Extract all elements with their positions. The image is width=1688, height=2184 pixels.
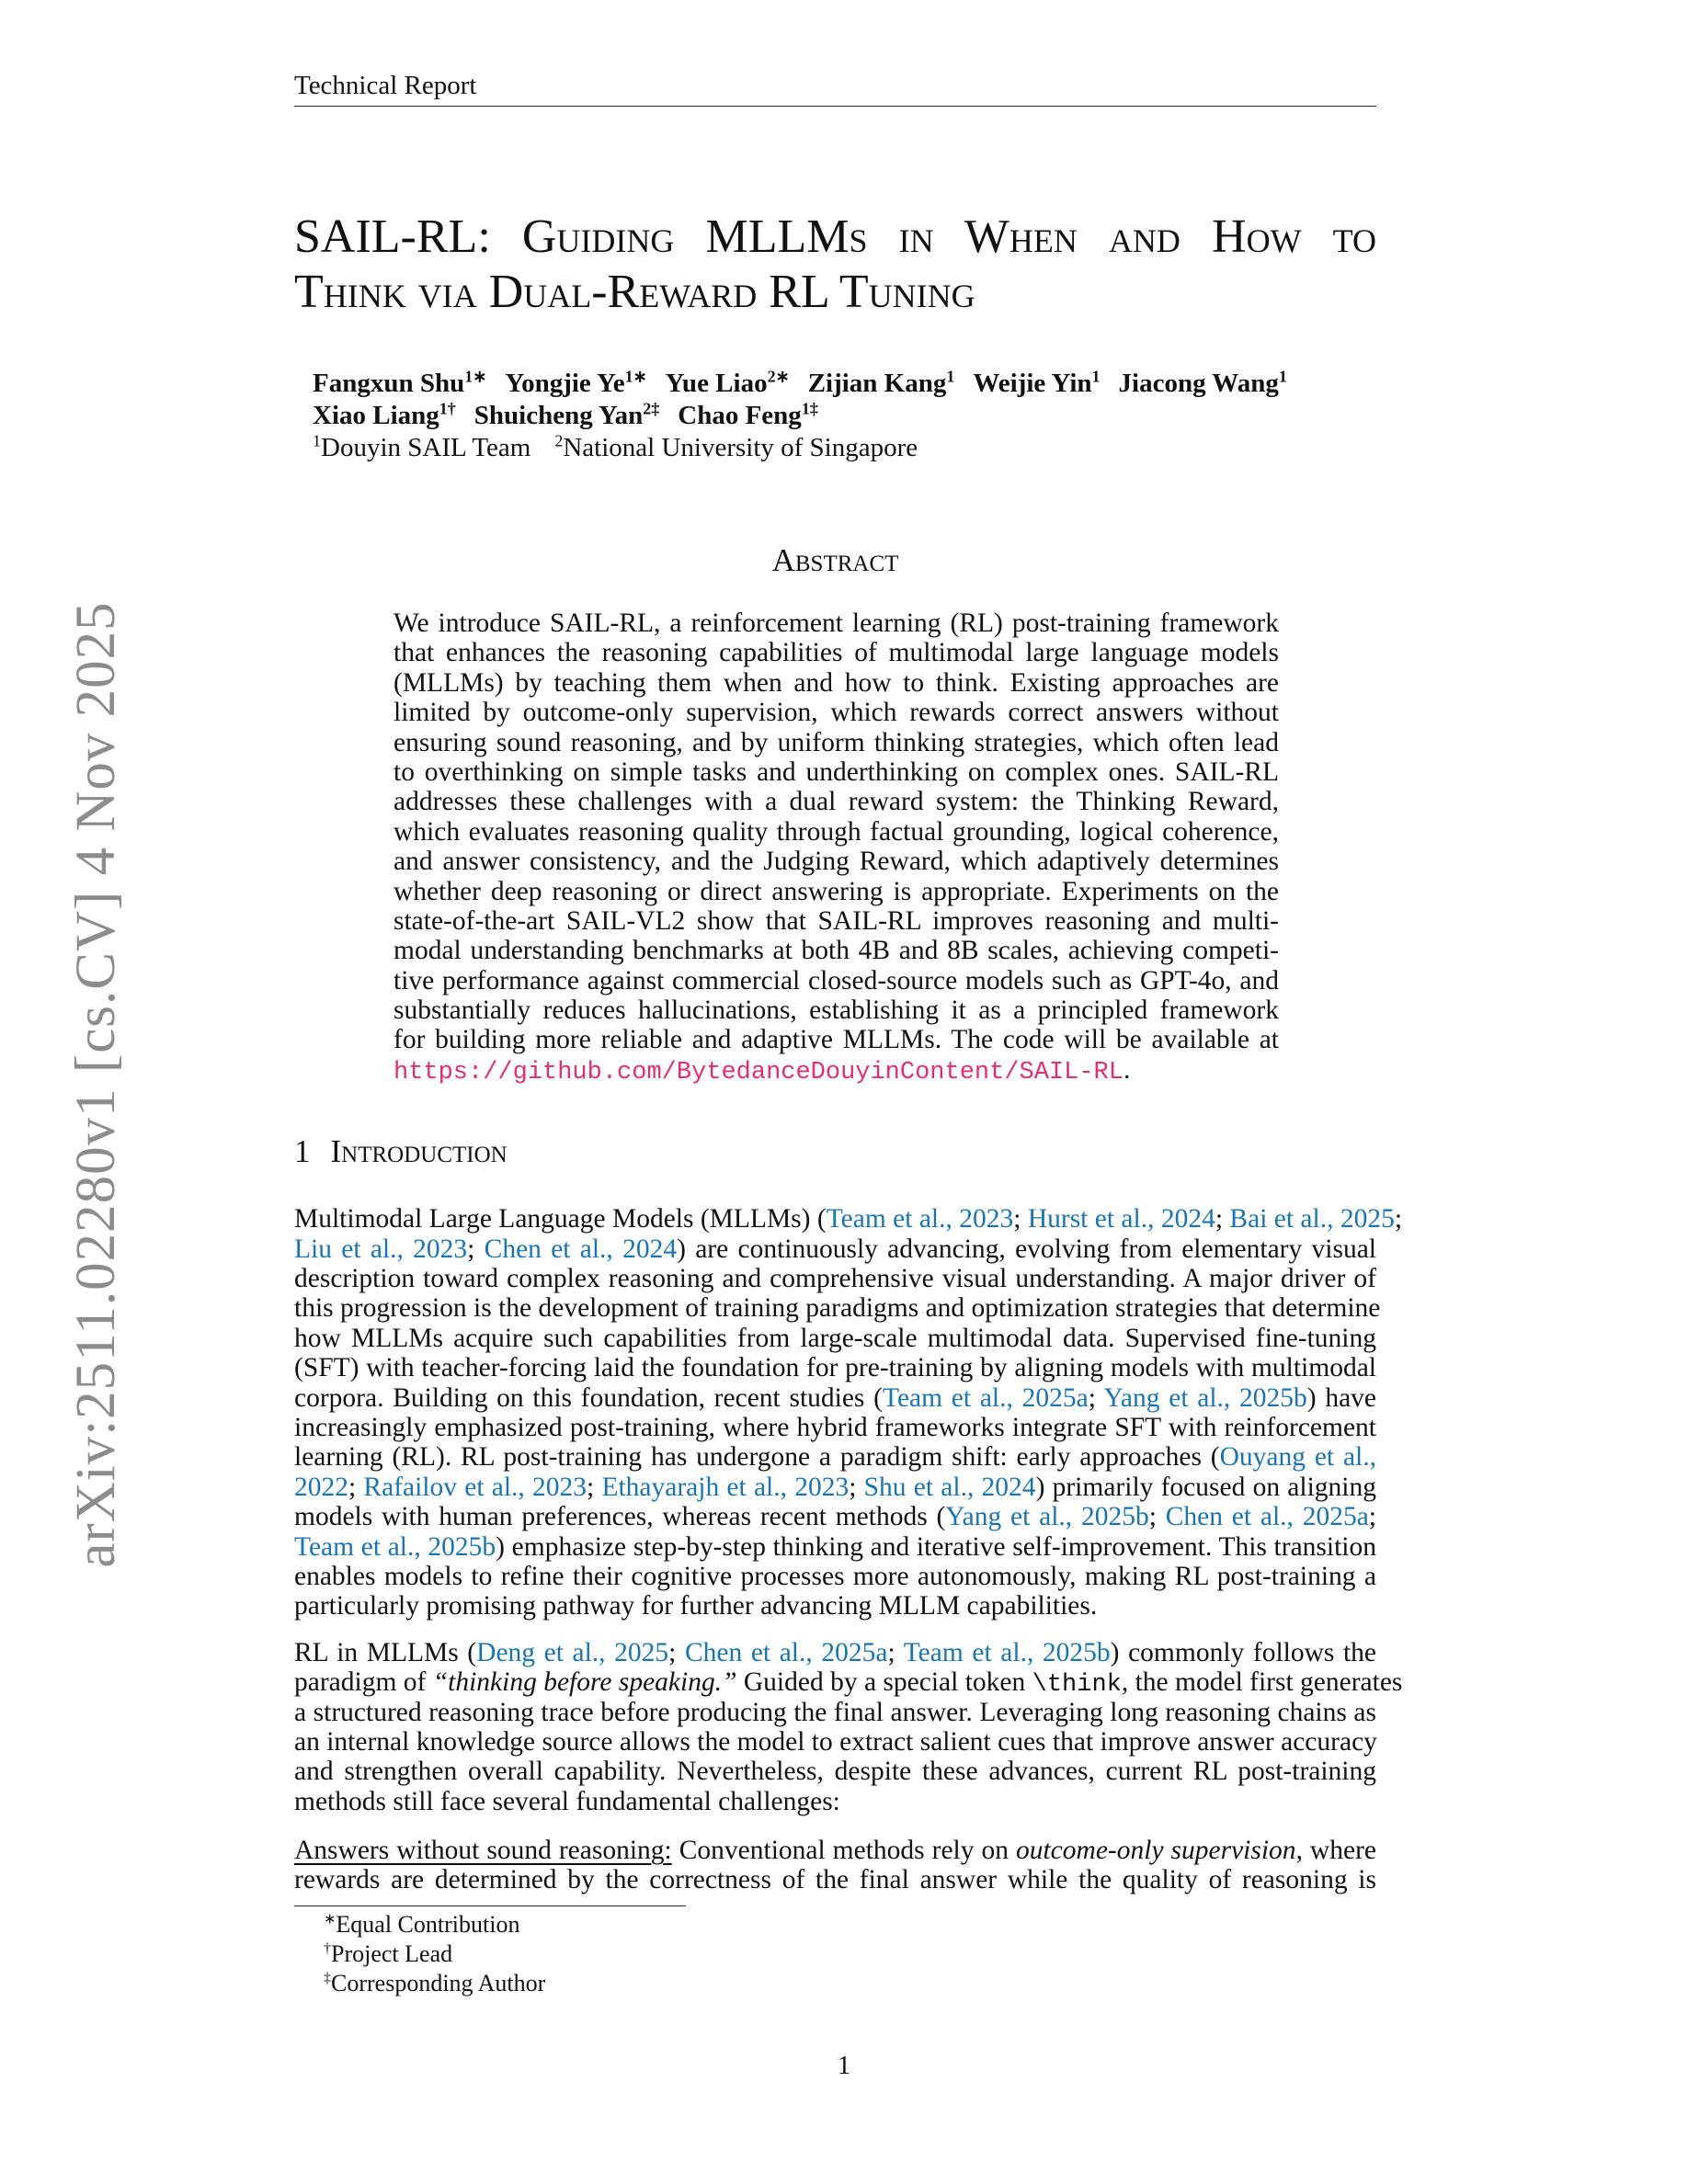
intro-paragraph-2 (294, 1637, 1403, 1816)
citation-link[interactable]: Yang et al., 2025b (945, 1502, 1149, 1532)
text-line (294, 1836, 1376, 1865)
text-segment: Guided by a special token (736, 1667, 1032, 1698)
text-segment: particularly promising pathway for further advancing MLLM capabilities. (294, 1591, 1098, 1621)
text-line (393, 817, 1279, 847)
page-number: 1 (837, 2051, 851, 2080)
author-mark: 1∗ (464, 367, 487, 386)
text-segment: We introduce SAIL-RL, a reinforcement learning (RL) post-training framework (393, 609, 1279, 638)
citation-link[interactable]: Bai et al., 2025 (1229, 1204, 1395, 1234)
text-segment: rewards are determined by the correctness of the final answer while the quality of reasoning is (294, 1865, 1376, 1895)
footnotes (294, 1910, 1376, 1998)
text-segment: tive performance against commercial closed-source models such as GPT-4o, and (393, 965, 1279, 995)
text-line (294, 1293, 1381, 1324)
section-heading-introduction (294, 1133, 1376, 1170)
citation-link[interactable]: Chen et al., 2025a (1165, 1502, 1369, 1532)
citation-link[interactable]: Chen et al., 2024 (484, 1234, 678, 1264)
text-line (294, 1502, 1376, 1531)
author (678, 401, 818, 430)
text-segment: state-of-the-art SAIL-VL2 show that SAIL-RL improves reasoning and multi- (393, 905, 1279, 936)
text-segment: to overthinking on simple tasks and underthinking on complex ones. SAIL-RL (393, 756, 1279, 787)
affiliation (554, 433, 918, 462)
text-segment: ; (1368, 1502, 1376, 1532)
text-segment: (MLLMs) by teaching them when and how to think. Existing approaches are (393, 667, 1279, 698)
text-segment: ; (849, 1472, 864, 1502)
author-mark: 1∗ (624, 367, 647, 386)
text-segment: how MLLMs acquire such capabilities from large-scale multimodal data. Supervised fine-tuning (294, 1323, 1376, 1353)
author (1119, 369, 1287, 398)
citation-link[interactable]: Team et al., 2025a (882, 1382, 1089, 1413)
text-line (294, 1787, 1376, 1816)
footnote-mark: ∗ (324, 1911, 336, 1928)
author-mark: 1 (1091, 367, 1101, 386)
text-segment: ; (348, 1472, 364, 1502)
text-segment: substantially reduces hallucinations, establishing it as a principled framework (393, 995, 1279, 1026)
text-line (393, 995, 1279, 1025)
page-body (294, 210, 1403, 1998)
text-segment: a structured reasoning trace before producing the final answer. Leveraging long reasoning chains as (294, 1697, 1376, 1727)
author (505, 369, 646, 398)
abstract-heading: Abstract (771, 542, 899, 578)
citation-link[interactable]: Team et al., 2025b (903, 1637, 1111, 1667)
footnote-mark: † (324, 1940, 331, 1957)
author (973, 369, 1100, 398)
citation-link[interactable]: 2022 (294, 1472, 348, 1502)
text-line (393, 906, 1279, 936)
text-line (294, 1698, 1376, 1727)
text-line (294, 1353, 1376, 1382)
running-header: Technical Report (294, 71, 477, 100)
citation-link[interactable]: Ethayarajh et al., 2023 (601, 1472, 850, 1502)
text-line (393, 668, 1279, 698)
text-segment: learning (RL). RL post-training has undergone a paradigm shift: early approaches ( (294, 1442, 1220, 1473)
text-line (294, 1204, 1403, 1234)
challenge-label: Answers without sound reasoning: (294, 1836, 672, 1866)
text-segment: corpora. Building on this foundation, recent studies ( (294, 1382, 883, 1413)
text-segment: and strengthen overall capability. Nevertheless, despite these advances, current RL post-training (294, 1757, 1376, 1787)
affiliation-mark: 1 (313, 431, 321, 450)
text-line (294, 1383, 1376, 1413)
text-segment: modal understanding benchmarks at both 4B and 8B scales, achieving competi- (393, 936, 1279, 966)
text-line (294, 1234, 1376, 1264)
text-line (393, 728, 1279, 757)
emphasis-text: outcome-only supervision (1015, 1836, 1296, 1866)
text-segment: ; (1088, 1382, 1104, 1413)
text-segment: Multimodal Large Language Models (MLLMs) ( (294, 1204, 827, 1234)
author-name: Yue Liao (665, 369, 768, 398)
author-mark: 1 (946, 367, 955, 386)
text-segment: which evaluates reasoning quality through factual grounding, logical coherence, (393, 816, 1279, 847)
author-mark: 1† (439, 399, 456, 418)
text-line (294, 1473, 1376, 1502)
author (474, 401, 659, 430)
text-line (393, 966, 1279, 995)
author-mark: 2∗ (767, 367, 790, 386)
text-line (393, 638, 1279, 667)
text-segment: ; (887, 1637, 904, 1667)
text-segment: paradigm of (294, 1667, 433, 1698)
citation-link[interactable]: Team et al., 2023 (826, 1204, 1014, 1234)
footnote-text: Corresponding Author (331, 1969, 546, 1996)
text-line (294, 1413, 1376, 1442)
text-segment: ) are continuously advancing, evolving from elementary visual (677, 1234, 1376, 1264)
section-title: Introduction (330, 1133, 508, 1170)
text-line (393, 936, 1279, 965)
text-line (294, 1264, 1376, 1293)
author-name: Zijian Kang (807, 369, 947, 398)
text-line (294, 1532, 1376, 1562)
citation-link[interactable]: Chen et al., 2025a (684, 1637, 888, 1667)
footnote-rule (294, 1905, 686, 1906)
footnote-text: Equal Contribution (336, 1910, 520, 1938)
text-segment: ) have (1306, 1382, 1377, 1413)
text-line (294, 1667, 1403, 1700)
text-segment: , the model first generates (1121, 1667, 1403, 1698)
citation-link[interactable]: Team et al., 2025b (294, 1531, 496, 1562)
author-name: Xiao Liang (313, 401, 439, 430)
text-segment: . (1123, 1054, 1131, 1085)
text-segment: ) commonly follows the (1110, 1637, 1376, 1667)
text-segment: ; (1148, 1502, 1166, 1532)
author-mark: 1 (1278, 367, 1287, 386)
author-name: Chao Feng (678, 401, 802, 430)
intro-paragraph-3 (294, 1836, 1376, 1895)
text-segment: ; (668, 1637, 685, 1667)
text-segment: ; (467, 1234, 485, 1264)
author (313, 369, 486, 398)
text-line (294, 1591, 1376, 1621)
arxiv-identifier-sidebar: arXiv:2511.02280v1 [cs.CV] 4 Nov 2025 (65, 601, 127, 1568)
text-segment: (SFT) with teacher-forcing laid the foundation for pre-training by aligning models with multimodal (294, 1353, 1376, 1383)
affiliation (313, 433, 530, 462)
text-segment: this progression is the development of training paradigms and optimization strategies that determine (294, 1293, 1381, 1324)
author (313, 401, 456, 430)
text-line (393, 757, 1279, 787)
affiliation-name: Douyin SAIL Team (321, 433, 531, 462)
text-segment: that enhances the reasoning capabilities of multimodal large language models (393, 638, 1279, 668)
text-segment: and answer consistency, and the Judging Reward, which adaptively determines (393, 847, 1279, 877)
author-list (294, 368, 1376, 432)
text-segment: addresses these challenges with a dual reward system: the Thinking Reward, (393, 787, 1279, 817)
text-line (294, 1442, 1376, 1472)
section-number: 1 (294, 1133, 311, 1170)
text-line (294, 1562, 1376, 1591)
abstract-body (294, 609, 1376, 1085)
footnote-text: Project Lead (331, 1939, 453, 1967)
intro-paragraph-1 (294, 1204, 1403, 1621)
text-segment: ; (1013, 1204, 1028, 1234)
author-name: Fangxun Shu (313, 369, 465, 398)
author-name: Weijie Yin (973, 369, 1092, 398)
text-segment: ) primarily focused on aligning (1035, 1472, 1376, 1502)
code-url-link[interactable]: https://github.com/BytedanceDouyinContent/SAIL-RL (393, 1058, 1123, 1086)
text-segment: Conventional methods rely on (671, 1836, 1016, 1866)
text-segment: RL in MLLMs ( (294, 1637, 477, 1667)
header-rule (294, 106, 1376, 107)
author-name: Yongjie Ye (505, 369, 625, 398)
author-name: Jiacong Wang (1118, 369, 1279, 398)
text-line (294, 1727, 1376, 1757)
text-segment: for building more reliable and adaptive MLLMs. The code will be available at (393, 1025, 1279, 1055)
text-line (393, 609, 1279, 638)
affiliations (294, 432, 1376, 464)
text-segment: ; (1215, 1204, 1230, 1234)
affiliation-mark: 2 (554, 431, 564, 450)
footnote-2 (324, 1939, 1376, 1969)
citation-link[interactable]: Ouyang et al., (1219, 1442, 1376, 1473)
author-line (313, 368, 1376, 400)
text-line (294, 1638, 1376, 1667)
text-segment: enables models to refine their cognitive processes more autonomously, making RL post-training a (294, 1561, 1376, 1591)
citation-link[interactable]: Hurst et al., 2024 (1027, 1204, 1215, 1234)
text-segment: models with human preferences, whereas recent methods ( (294, 1502, 946, 1532)
citation-link[interactable]: Shu et al., 2024 (863, 1472, 1036, 1502)
text-segment: ; (1394, 1204, 1403, 1234)
affiliation-name: National University of Singapore (563, 433, 918, 462)
paper-title-line-1: SAIL-RL: Guiding MLLMs in When and How to (294, 210, 1376, 263)
citation-link[interactable]: Deng et al., 2025 (476, 1637, 669, 1667)
author (666, 369, 790, 398)
text-line (393, 698, 1279, 727)
text-segment: an internal knowledge source allows the model to extract salient cues that improve answer accuracy (294, 1726, 1377, 1757)
footnote-mark: ‡ (324, 1970, 331, 1986)
citation-link[interactable]: Rafailov et al., 2023 (363, 1472, 587, 1502)
citation-link[interactable]: Yang et al., 2025b (1103, 1382, 1307, 1413)
footnote-1 (324, 1910, 1376, 1939)
text-segment: methods still face several fundamental challenges: (294, 1786, 840, 1816)
text-line (294, 1757, 1376, 1786)
author-line (313, 400, 1376, 432)
author-mark: 2‡ (643, 399, 660, 418)
citation-link[interactable]: Liu et al., 2023 (294, 1234, 468, 1264)
text-segment: , where (1295, 1836, 1376, 1866)
text-line (393, 1025, 1279, 1054)
emphasis-text: “thinking before speaking.” (432, 1667, 737, 1698)
text-line (393, 877, 1279, 906)
text-segment: ; (587, 1472, 602, 1502)
text-segment: ensuring sound reasoning, and by uniform thinking strategies, which often lead (393, 727, 1279, 757)
text-line (393, 787, 1279, 816)
author-name: Shuicheng Yan (473, 401, 644, 430)
text-segment: ) emphasize step-by-step thinking and iterative self-improvement. This transition (496, 1531, 1376, 1562)
text-line (294, 1865, 1376, 1894)
emphasis-text: \think (1032, 1671, 1122, 1700)
footnote-3 (324, 1969, 1376, 1998)
text-segment: increasingly emphasized post-training, where hybrid frameworks integrate SFT with reinforcement (294, 1412, 1376, 1442)
text-line (294, 1324, 1376, 1353)
text-segment: whether deep reasoning or direct answering is appropriate. Experiments on the (393, 876, 1279, 906)
text-line (393, 1055, 1279, 1085)
text-segment: description toward complex reasoning and comprehensive visual understanding. A major driver of (294, 1264, 1376, 1294)
text-line (393, 847, 1279, 876)
author-mark: 1‡ (801, 399, 818, 418)
text-segment: limited by outcome-only supervision, which rewards correct answers without (393, 698, 1279, 728)
author (808, 369, 955, 398)
paper-title-line-2: Think via Dual-Reward RL Tuning (294, 266, 975, 318)
